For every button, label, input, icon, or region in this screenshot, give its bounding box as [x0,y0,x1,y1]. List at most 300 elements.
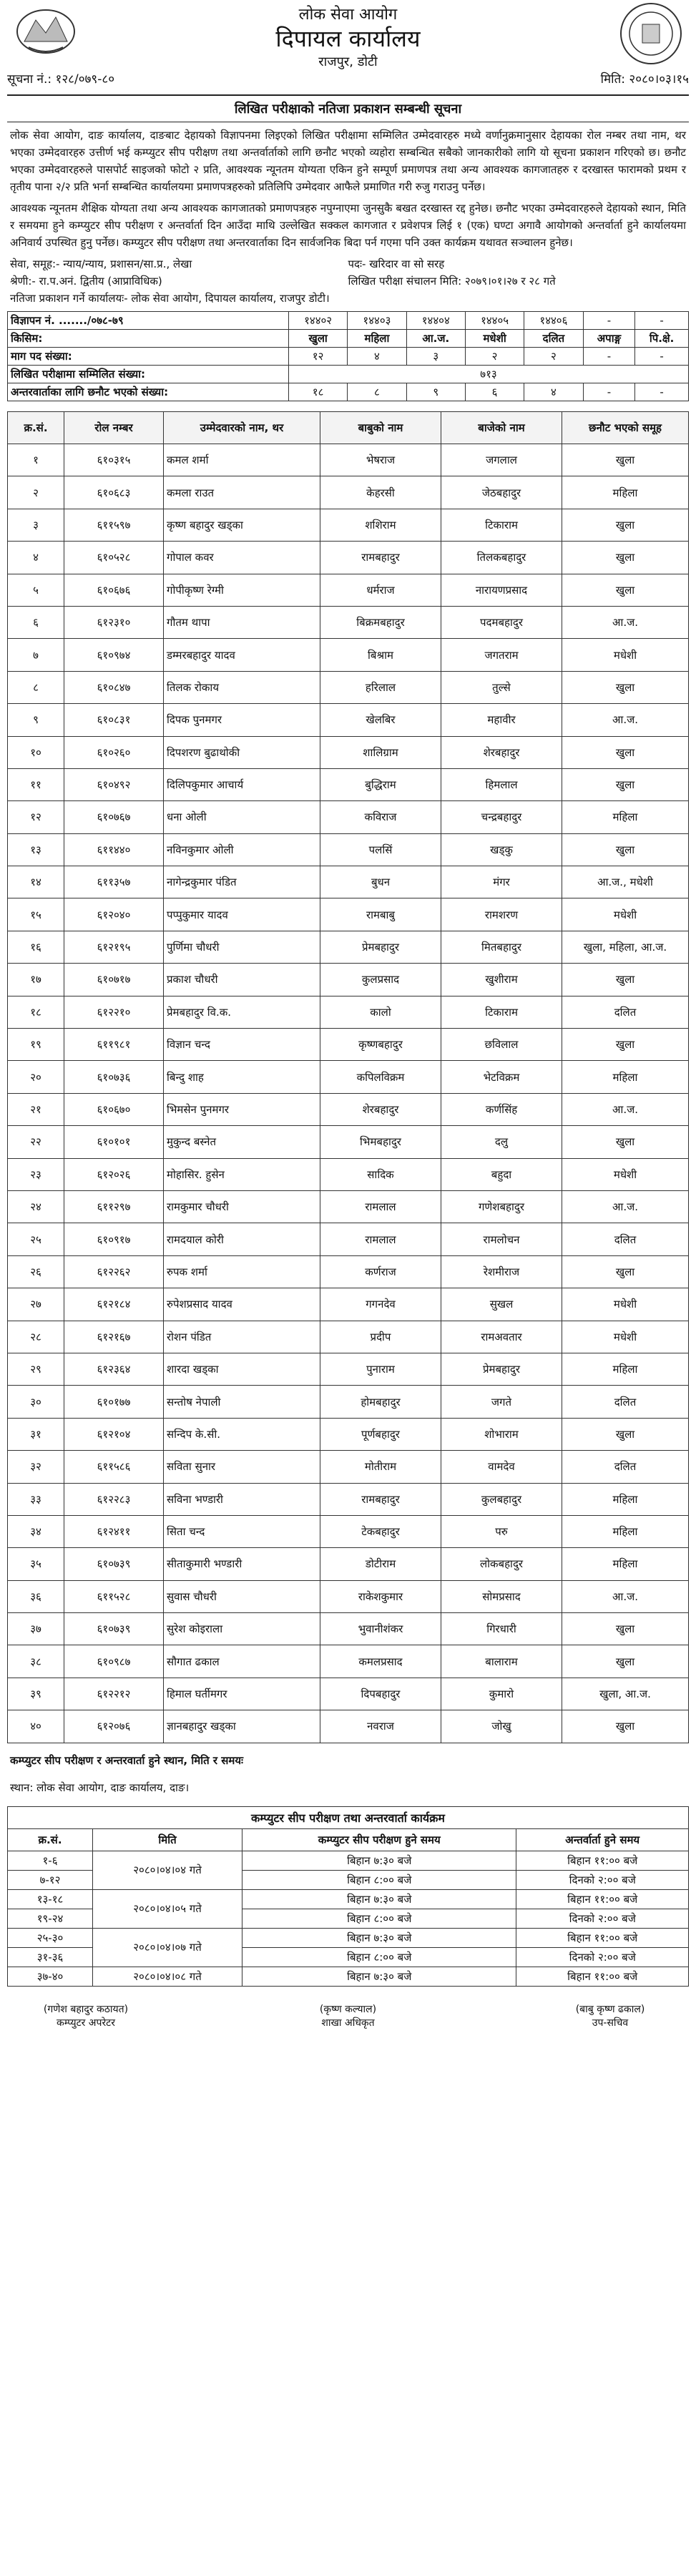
signature-name: (गणेश बहादुर कठायत) [43,2003,129,2015]
table-cell: रामबाबु [320,898,441,931]
table-row [8,1710,689,1743]
table-cell: कुलप्रसाद [320,964,441,996]
table-cell: ६१०४९२ [64,768,164,800]
table-cell: पदमबहादुर [441,606,562,638]
table-cell: सीताकुमारी भण्डारी [164,1548,320,1580]
table-cell: नागेन्द्रकुमार पंडित [164,866,320,898]
table-row [8,1613,689,1645]
table-cell: महिला [562,801,689,833]
level: श्रेणी:- रा.प.अनं. द्वितीय (आप्राविधिक) [10,275,162,288]
col-grandfather: बाजेको नाम [441,412,562,444]
table-cell: रामलोचन [441,1223,562,1255]
table-cell: मधेशी [562,1321,689,1353]
table-cell: तिलकबहादुर [441,542,562,574]
table-row [8,1061,689,1093]
sch-col-date: मिति [93,1828,242,1851]
table-cell: दलित [562,996,689,1028]
table-cell: कविराज [320,801,441,833]
table-cell: कालो [320,996,441,1028]
table-cell: ६१२२१० [64,996,164,1028]
table-cell: बहुदा [441,1158,562,1190]
table-cell: चन्द्रबहादुर [441,801,562,833]
table-cell: दिपशरण बुढाथोकी [164,736,320,768]
table-row [8,1580,689,1612]
table-row [8,866,689,898]
table-row [8,1678,689,1710]
venue-heading: कम्प्युटर सीप परीक्षण र अन्तरवार्ता हुने स्थान, मिति र समयः [10,1753,244,1767]
table-cell: परु [441,1515,562,1547]
appeared-count: ७१३ [288,366,688,383]
table-row [8,898,689,931]
signature-role: शाखा अधिकृत [321,2017,375,2029]
posts-cell: - [583,348,635,366]
table-cell: हरिलाल [320,671,441,703]
notice-header [7,0,689,87]
table-cell: खुला [562,964,689,996]
table-row [8,1418,689,1450]
signature-1 [14,2002,157,2029]
table-cell: ६१०२६० [64,736,164,768]
table-cell: खुला [562,444,689,476]
table-cell: ४ [8,542,64,574]
table-cell: प्रेमबहादुर वि.क. [164,996,320,1028]
table-cell: ३८ [8,1645,64,1678]
posts-cell: - [635,348,689,366]
table-cell: ६११४४० [64,833,164,866]
type-cell: खुला [288,330,347,348]
schedule-skill-time: बिहान ७:३० बजे [242,1889,516,1909]
posts-row [8,348,689,366]
table-cell: मुकुन्द बस्नेत [164,1126,320,1158]
table-cell: मोहासिर. हुसेन [164,1158,320,1190]
type-label: किसिम: [8,330,289,348]
schedule-date: २०८०।०४।०८ गते [93,1967,242,1986]
table-cell: जगतराम [441,639,562,671]
table-cell: ६१२१०४ [64,1418,164,1450]
table-cell: पूर्णबहादुर [320,1418,441,1450]
table-cell: बुद्धिराम [320,768,441,800]
table-cell: ६१०७३६ [64,1061,164,1093]
table-cell: दिपबहादुर [320,1678,441,1710]
table-cell: ६१०१०१ [64,1126,164,1158]
schedule-interview-time: दिनको २:०० बजे [516,1870,689,1889]
table-cell: राकेशकुमार [320,1580,441,1612]
notice-page [7,0,689,2568]
org-name-line1: लोक सेवा आयोग [298,6,398,24]
table-row [8,574,689,606]
table-cell: २१ [8,1093,64,1125]
table-cell: हिमलाल [441,768,562,800]
schedule-row [8,1889,689,1909]
table-cell: ३५ [8,1548,64,1580]
col-name: उम्मेदवारको नाम, थर [164,412,320,444]
table-cell: खुला [562,1710,689,1743]
selected-cell: ९ [406,383,465,401]
table-cell: धर्मराज [320,574,441,606]
schedule-range: १३-१८ [8,1889,93,1909]
schedule-skill-time: बिहान ७:३० बजे [242,1967,516,1986]
table-cell: कमला राउत [164,476,320,509]
table-cell: २० [8,1061,64,1093]
adv-number: १४४०३ [348,312,406,330]
table-cell: गौतम थापा [164,606,320,638]
table-cell: ६१०३१५ [64,444,164,476]
table-cell: हिमाल घर्तीमगर [164,1678,320,1710]
table-cell: ६१०६८३ [64,476,164,509]
table-cell: जगलाल [441,444,562,476]
table-row [8,1158,689,1190]
table-cell: १८ [8,996,64,1028]
nepal-emblem-icon [14,4,77,56]
table-cell: नवराज [320,1710,441,1743]
results-body [8,444,689,1743]
table-cell: कपिलविक्रम [320,1061,441,1093]
table-cell: ६१०९७४ [64,639,164,671]
table-cell: खुला [562,833,689,866]
commission-seal-icon [619,1,683,66]
table-cell: २६ [8,1255,64,1288]
schedule-skill-time: बिहान ८:०० बजे [242,1909,516,1928]
table-row [8,704,689,736]
table-cell: ६११५९७ [64,509,164,541]
table-cell: ३० [8,1386,64,1418]
table-row [8,1190,689,1223]
table-cell: ६ [8,606,64,638]
schedule-body [8,1851,689,1986]
table-cell: टिकाराम [441,996,562,1028]
table-cell: ६११३५७ [64,866,164,898]
table-cell: ६१२४११ [64,1515,164,1547]
signature-2 [277,2002,420,2029]
signature-block [14,2002,682,2029]
table-cell: खुला [562,1613,689,1645]
type-cell: मधेशी [465,330,524,348]
table-row [8,1093,689,1125]
table-cell: कर्णसिंह [441,1093,562,1125]
schedule-date: २०८०।०४।०७ गते [93,1928,242,1967]
table-cell: रामकुमार चौधरी [164,1190,320,1223]
exam-date: लिखित परीक्षा संचालन मिति: २०७९।०१।२७ र २८ गते [348,275,556,288]
table-cell: ३३ [8,1483,64,1515]
table-cell: मोतीराम [320,1451,441,1483]
vacancy-table [7,311,689,401]
table-cell: सविता सुनार [164,1451,320,1483]
table-cell: भिमबहादुर [320,1126,441,1158]
table-cell: २२ [8,1126,64,1158]
table-cell: ६१०७३९ [64,1548,164,1580]
table-cell: ५ [8,574,64,606]
table-cell: सन्दिप के.सी. [164,1418,320,1450]
table-cell: ६११५२८ [64,1580,164,1612]
signature-name: (बाबु कृष्ण ढकाल) [575,2003,645,2015]
table-cell: प्रदीप [320,1321,441,1353]
table-cell: शशिराम [320,509,441,541]
table-cell: ३६ [8,1580,64,1612]
notice-title: लिखित परीक्षाको नतिजा प्रकाशन सम्बन्धी सूचना [7,94,689,122]
table-row [8,1353,689,1385]
table-cell: दलित [562,1386,689,1418]
adv-number: १४४०६ [524,312,583,330]
post-name: पदः- खरिदार वा सो सरह [348,258,445,270]
table-cell: ६१०८४७ [64,671,164,703]
schedule-row [8,1928,689,1947]
table-row [8,1548,689,1580]
table-cell: कमलप्रसाद [320,1645,441,1678]
table-cell: ११ [8,768,64,800]
table-cell: पुर्णिमा चौधरी [164,931,320,963]
table-row [8,1029,689,1061]
adv-number: - [583,312,635,330]
table-cell: ३४ [8,1515,64,1547]
table-cell: ३७ [8,1613,64,1645]
type-cell: आ.ज. [406,330,465,348]
signature-role: उप-सचिव [592,2017,629,2029]
table-cell: महिला [562,476,689,509]
table-cell: सौगात ढकाल [164,1645,320,1678]
type-cell: महिला [348,330,406,348]
table-cell: तुल्से [441,671,562,703]
table-cell: खेलबिर [320,704,441,736]
table-cell: ६१०६७६ [64,574,164,606]
table-cell: आ.ज. [562,606,689,638]
table-cell: २३ [8,1158,64,1190]
table-cell: दिपक पुनमगर [164,704,320,736]
signature-3 [539,2002,682,2029]
table-cell: ३२ [8,1451,64,1483]
table-cell: सुखल [441,1288,562,1321]
table-cell: ६१२१६७ [64,1321,164,1353]
table-cell: १७ [8,964,64,996]
table-cell: आ.ज. [562,1190,689,1223]
sch-col-range: क्र.सं. [8,1828,93,1851]
selected-label: अन्तरवार्ताका लागि छनौट भएको संख्या: [8,383,289,401]
type-cell: दलित [524,330,583,348]
selected-cell: ६ [465,383,524,401]
table-row [8,542,689,574]
table-cell: ६११५८६ [64,1451,164,1483]
table-cell: डोटीराम [320,1548,441,1580]
table-cell: खुला [562,1255,689,1288]
service-group: सेवा, समूह:- न्याय/न्याय, प्रशासन/सा.प्र., लेखा [10,258,192,270]
table-cell: सोमप्रसाद [441,1580,562,1612]
schedule-row [8,1851,689,1870]
table-cell: २५ [8,1223,64,1255]
table-cell: ६१०१७७ [64,1386,164,1418]
table-cell: होमबहादुर [320,1386,441,1418]
adv-label: विज्ञापन नं. ......./०७८-७९ [8,312,289,330]
table-cell: मधेशी [562,1158,689,1190]
table-cell: गिरधारी [441,1613,562,1645]
table-cell: गोपाल कवर [164,542,320,574]
notice-date: मिति: २०८०।०३।१५ [600,72,689,87]
adv-number: १४४०४ [406,312,465,330]
schedule-table [7,1806,689,1987]
table-cell: २७ [8,1288,64,1321]
table-cell: रामबहादुर [320,1483,441,1515]
table-cell: दलु [441,1126,562,1158]
table-cell: जगते [441,1386,562,1418]
schedule-interview-time: बिहान ११:०० बजे [516,1889,689,1909]
table-cell: ६१२२८३ [64,1483,164,1515]
table-cell: खुला [562,1645,689,1678]
table-cell: कमल शर्मा [164,444,320,476]
schedule-skill-time: बिहान ७:३० बजे [242,1928,516,1947]
table-cell: टेकबहादुर [320,1515,441,1547]
posts-cell: ४ [348,348,406,366]
table-cell: दलित [562,1223,689,1255]
table-cell: रोशन पंडित [164,1321,320,1353]
table-cell: सविना भण्डारी [164,1483,320,1515]
table-cell: मधेशी [562,1288,689,1321]
table-cell: प्रकाश चौधरी [164,964,320,996]
table-cell: ज्ञानबहादुर खड्का [164,1710,320,1743]
schedule-date: २०८०।०४।०४ गते [93,1851,242,1889]
table-cell: खुशीराम [441,964,562,996]
table-cell: ६१२२१२ [64,1678,164,1710]
table-row [8,1386,689,1418]
table-cell: ६१२१८४ [64,1288,164,1321]
table-cell: खुला [562,736,689,768]
table-cell: जोखु [441,1710,562,1743]
table-cell: ४० [8,1710,64,1743]
selected-cell: ४ [524,383,583,401]
table-row [8,1483,689,1515]
table-cell: ६१०५२८ [64,542,164,574]
table-cell: शेरबहादुर [441,736,562,768]
table-cell: ६१०८३१ [64,704,164,736]
col-group: छनौट भएको समूह [562,412,689,444]
table-cell: आ.ज. [562,1093,689,1125]
type-row [8,330,689,348]
table-cell: ६१२३१० [64,606,164,638]
table-cell: नविनकुमार ओली [164,833,320,866]
table-cell: आ.ज., मधेशी [562,866,689,898]
schedule-range: ३१-३६ [8,1947,93,1967]
table-row [8,476,689,509]
schedule-range: १९-२४ [8,1909,93,1928]
table-cell: ३९ [8,1678,64,1710]
table-cell: ६१०७३९ [64,1613,164,1645]
table-cell: २८ [8,1321,64,1353]
table-cell: पप्पुकुमार यादव [164,898,320,931]
appeared-row [8,366,689,383]
table-row [8,1451,689,1483]
table-cell: कृष्णबहादुर [320,1029,441,1061]
table-cell: मंगर [441,866,562,898]
table-cell: ९ [8,704,64,736]
table-cell: बुधन [320,866,441,898]
table-cell: ६१२३६४ [64,1353,164,1385]
table-cell: दलित [562,1451,689,1483]
schedule-interview-time: बिहान ११:०० बजे [516,1851,689,1870]
col-father: बाबुको नाम [320,412,441,444]
table-cell: २४ [8,1190,64,1223]
table-row [8,996,689,1028]
table-cell: बिन्दु शाह [164,1061,320,1093]
schedule-range: ३७-४० [8,1967,93,1986]
table-cell: १० [8,736,64,768]
table-cell: महिला [562,1483,689,1515]
table-cell: भिमसेन पुनमगर [164,1093,320,1125]
table-cell: ६१२१९५ [64,931,164,963]
type-cell: पि.क्षे. [635,330,689,348]
table-row [8,1515,689,1547]
table-cell: तिलक रोकाय [164,671,320,703]
table-row [8,964,689,996]
schedule-date: २०८०।०४।०५ गते [93,1889,242,1928]
schedule-range: ७-१२ [8,1870,93,1889]
org-address: राजपुर, डोटी [318,54,378,69]
table-cell: विज्ञान चन्द [164,1029,320,1061]
table-cell: मधेशी [562,639,689,671]
table-row [8,1321,689,1353]
table-cell: कुमारो [441,1678,562,1710]
table-cell: केहरसी [320,476,441,509]
table-cell: रामदयाल कोरी [164,1223,320,1255]
table-cell: ६१०७६७ [64,801,164,833]
table-cell: १२ [8,801,64,833]
schedule-interview-time: बिहान ११:०० बजे [516,1967,689,1986]
results-table [7,411,689,1743]
table-cell: कृष्ण बहादुर खड्का [164,509,320,541]
selected-cell: १८ [288,383,347,401]
table-row [8,931,689,963]
table-row [8,1645,689,1678]
col-roll: रोल नम्बर [64,412,164,444]
posts-cell: ३ [406,348,465,366]
schedule-row [8,1967,689,1986]
table-cell: खुला [562,671,689,703]
table-cell: खुला [562,1126,689,1158]
table-cell: २ [8,476,64,509]
table-row [8,444,689,476]
table-cell: महिला [562,1061,689,1093]
table-cell: नारायणप्रसाद [441,574,562,606]
table-row [8,671,689,703]
table-row [8,1223,689,1255]
table-cell: खुला [562,509,689,541]
table-row [8,801,689,833]
table-cell: भुवानीशंकर [320,1613,441,1645]
table-cell: पुनाराम [320,1353,441,1385]
exam-meta [10,257,686,305]
schedule-range: १-६ [8,1851,93,1870]
table-cell: ६१०६७० [64,1093,164,1125]
table-cell: भेषराज [320,444,441,476]
table-cell: टिकाराम [441,509,562,541]
table-cell: ३१ [8,1418,64,1450]
table-cell: आ.ज. [562,704,689,736]
adv-number-row [8,312,689,330]
table-cell: महावीर [441,704,562,736]
table-cell: वामदेव [441,1451,562,1483]
selected-row [8,383,689,401]
table-cell: महिला [562,1515,689,1547]
notice-paragraph-1: लोक सेवा आयोग, दाङ कार्यालय, दाङबाट देहायको विज्ञापनमा लिइएको लिखित परीक्षामा सम्मिलित उम्मेदवारहरु मध्ये वर्णानुक्रमानुसार देहायका रोल नम्बर तथा नाम, थर भएका उम्मेदवारहरु उत्तीर्ण भई कम्प्युटर सीप परीक्षण तथा अन्तर्वार्ताको लागि छनौट भएको व्यहोरा सम्बन्धित सबैको जानकारीको लागि यो सूचना प्रकाशन गरिएको छ। छनौट भएका उम्मेदवारहरुले पासपोर्ट साइजको फोटो २ प्रति, आवश्यक न्यूनतम योग्यता एकिन हुने सम्पूर्ण प्रमाणपत्र तथा अन्य आवश्यक कागजातहरु र दरखास्त फारामको प्रथम र तृतीय पाना २/२ प्रति भर्ना सम्बन्धित कार्यालयमा प्रमाणपत्रहरुको प्रतिलिपि उम्मेदवार आफैले प्रमाणित गरी रुजु गराउनु पर्नेछ। [10,129,686,193]
adv-number: - [635,312,689,330]
table-cell: कुलबहादुर [441,1483,562,1515]
table-cell: रामशरण [441,898,562,931]
table-cell: ६१२०७६ [64,1710,164,1743]
table-cell: ६१२०२६ [64,1158,164,1190]
schedule-skill-time: बिहान ७:३० बजे [242,1851,516,1870]
table-cell: रुपक शर्मा [164,1255,320,1288]
table-cell: शालिग्राम [320,736,441,768]
table-row [8,833,689,866]
schedule-caption: कम्प्युटर सीप परीक्षण तथा अन्तरवार्ता कार्यक्रम [7,1806,689,1828]
table-row [8,639,689,671]
table-cell: जेठबहादुर [441,476,562,509]
